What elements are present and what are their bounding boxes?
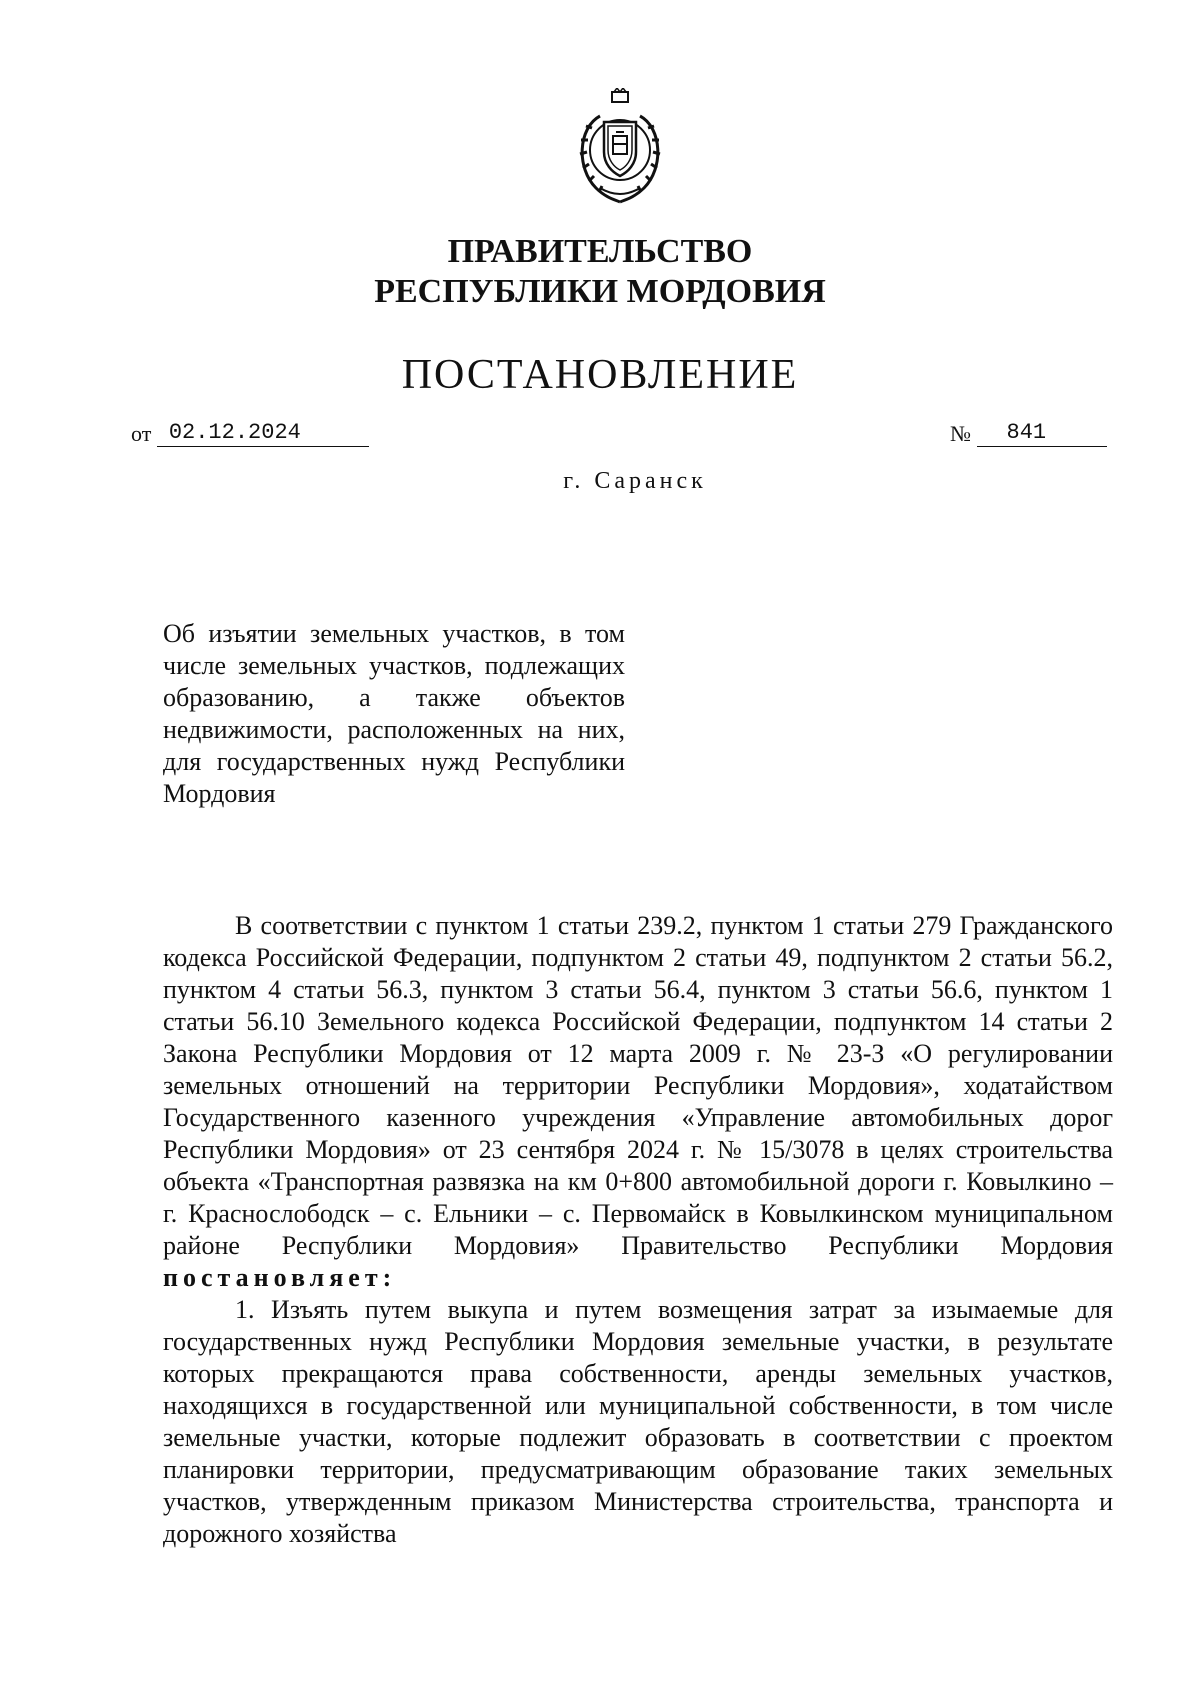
preamble-text: В соответствии с пунктом 1 статьи 239.2, пунктом 1 статьи 279 Гражданского кодекса Российской Федерации, подпунктом 2 статьи 49, подпунктом 2 статьи 56.2, пунктом 4 статьи 56.3, пунктом 3 статьи 56.4, пунктом 3 статьи 56.6, пунктом 1 статьи 56.10 Земельного кодекса Российской Федерации, подпунктом 14 статьи 2 Закона Республики Мордовия от 12 марта 2009 г. № 23-З «О регулировании земельных отношений на территории Республики Мордовия», ходатайством Государственного казенного учреждения «Управление автомобильных дорог Республики Мордовия» от 23 сентября 2024 г. № 15/3078 в целях строительства объекта «Транспортная развязка на км 0+800 автомобильной дороги г. Ковылкино – г. Краснослободск – с. Ельники – с. Первомайск в Ковылкинском муниципальном районе Республики Мордовия» Правительство Республики Мордовия <box>163 911 1113 1260</box>
decree-word: постановляет: <box>163 1263 397 1292</box>
preamble-paragraph <box>163 910 1113 1294</box>
date-field <box>131 420 369 447</box>
city-name: г. Саранск <box>563 468 707 494</box>
number-prefix: № <box>950 421 971 446</box>
number-field <box>950 420 1107 447</box>
organization-name-line2: РЕСПУБЛИКИ МОРДОВИЯ <box>374 273 826 310</box>
document-body <box>163 910 1113 1550</box>
document-number: 841 <box>977 420 1107 447</box>
organization-name-line1: ПРАВИТЕЛЬСТВО <box>447 233 753 270</box>
clause-1-paragraph: 1. Изъять путем выкупа и путем возмещения затрат за изымаемые для государственных нужд Республики Мордовия земельные участки, в результате которых прекращаются права собственности, аренды земельных участков, находящихся в государственной или муниципальной собственности, в том числе земельные участки, которые подлежит образовать в соответствии с проектом планировки территории, предусматривающим образование таких земельных участков, утвержденным приказом Министерства строительства, транспорта и дорожного хозяйства <box>163 1295 1113 1548</box>
document-date: 02.12.2024 <box>157 420 369 447</box>
document-subject: Об изъятии земельных участков, в том числе земельных участков, подлежащих образованию, а также объектов недвижимости, расположенных на них, для государственных нужд Республики Мордовия <box>163 619 625 808</box>
date-prefix: от <box>131 421 152 446</box>
coat-of-arms-emblem <box>570 88 670 210</box>
document-type-title: ПОСТАНОВЛЕНИЕ <box>401 352 799 398</box>
